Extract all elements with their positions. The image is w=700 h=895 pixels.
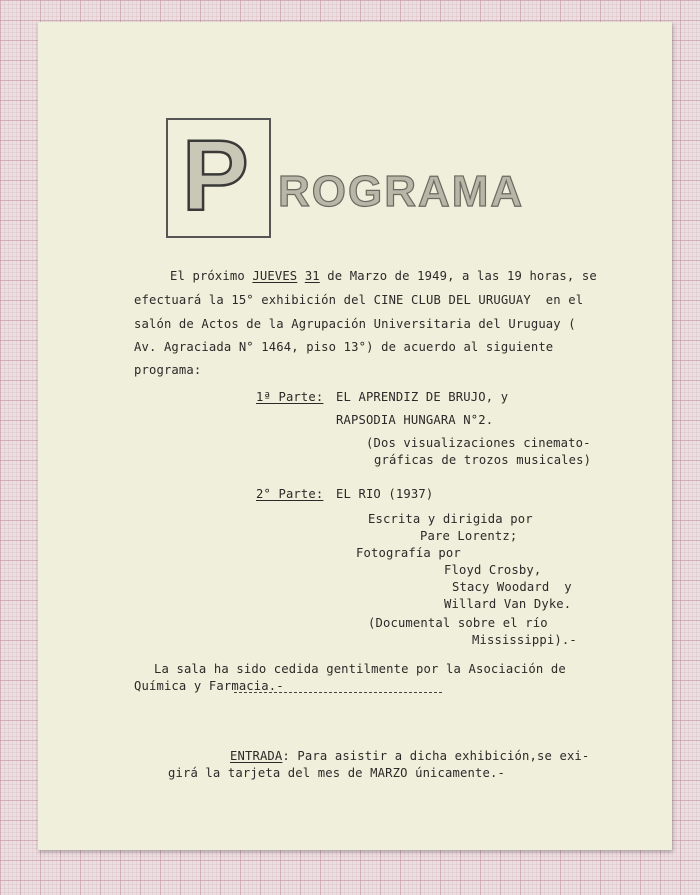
part2-note-2: Mississippi).- (472, 633, 577, 647)
title-initial-box (166, 118, 271, 238)
title-first-letter: P (182, 120, 249, 232)
entrada-line-1-rest: : Para asistir a dicha exhibición,se exi- (282, 749, 590, 763)
intro-line-1 (170, 269, 597, 283)
part2-title: EL RIO (1937) (336, 487, 434, 501)
intro-line-4: Av. Agraciada N° 1464, piso 13°) de acuerdo al siguiente (134, 340, 554, 354)
sala-line-1: La sala ha sido cedida gentilmente por la Asociación de (154, 662, 566, 676)
intro-line-5: programa: (134, 363, 202, 377)
intro-date-number: 31 (304, 269, 320, 283)
part1-note-1: (Dos visualizaciones cinemato- (366, 436, 591, 450)
intro-text-b: de Marzo de 1949, a las 19 horas, se (319, 269, 597, 283)
part1-note-2: gráficas de trozos musicales) (374, 453, 592, 467)
part1-line-1: EL APRENDIZ DE BRUJO, y (336, 390, 509, 404)
entrada-line-1 (230, 749, 589, 763)
part2-photo-1: Floyd Crosby, (444, 563, 542, 577)
part2-written: Escrita y dirigida por (368, 512, 533, 526)
part2-photo-3: Willard Van Dyke. (444, 597, 572, 611)
part2-director: Pare Lorentz; (420, 529, 518, 543)
part2-photo: Fotografía por (356, 546, 461, 560)
sala-line-2: Química y Farmacia.- (134, 679, 284, 693)
part2-note-1: (Documental sobre el río (368, 616, 548, 630)
part2-label: 2° Parte: (256, 487, 324, 501)
section-divider (234, 692, 442, 693)
intro-line-2: efectuará la 15° exhibición del CINE CLUB DEL URUGUAY en el (134, 293, 584, 307)
intro-space (297, 269, 305, 283)
intro-line-3: salón de Actos de la Agrupación Universitaria del Uruguay ( (134, 317, 576, 331)
entrada-label: ENTRADA (230, 749, 283, 763)
part1-line-2: RAPSODIA HUNGARA N°2. (336, 413, 494, 427)
intro-day: JUEVES (252, 269, 298, 283)
title-rest: ROGRAMA (278, 167, 525, 216)
intro-text-a: El próximo (170, 269, 253, 283)
part2-photo-2: Stacy Woodard y (452, 580, 572, 594)
program-sheet (38, 22, 672, 850)
part1-label: 1ª Parte: (256, 390, 324, 404)
entrada-line-2: girá la tarjeta del mes de MARZO únicamente.- (168, 766, 505, 780)
